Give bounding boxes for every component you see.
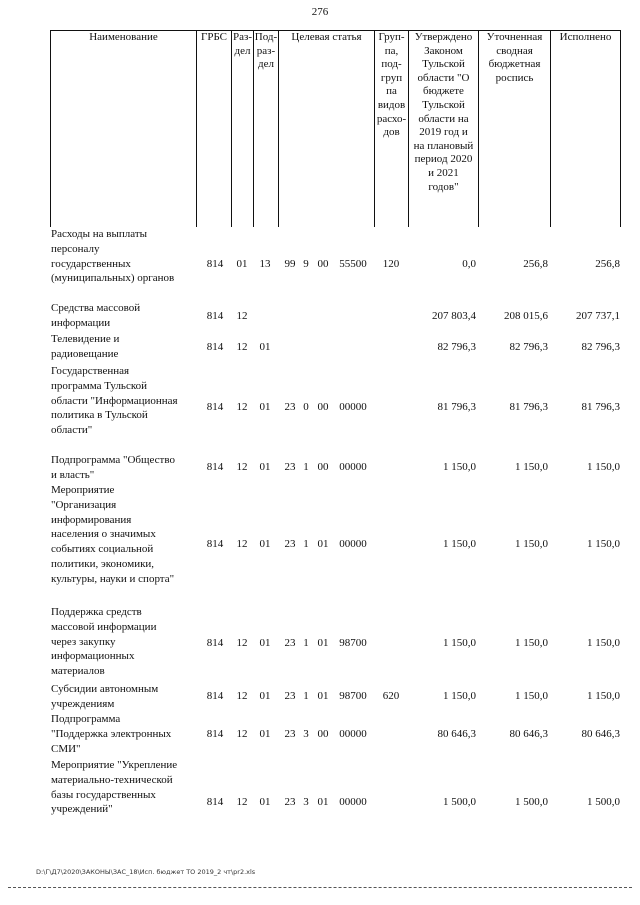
row-podrazdel: 01	[259, 341, 271, 353]
row-grbs: 814	[206, 637, 224, 649]
row-refined: 1 150,0	[515, 538, 548, 550]
row-grbs: 814	[206, 341, 224, 353]
row-target-direction: 00000	[339, 461, 367, 473]
row-grbs: 814	[206, 258, 224, 270]
row-expense-group: 120	[382, 258, 400, 270]
row-target-direction: 55500	[339, 258, 367, 270]
row-target-program: 99	[284, 258, 296, 270]
row-name: Подпрограмма "Поддержка электронных СМИ"	[51, 713, 172, 755]
file-path: D:\Г\Д7\2020\ЗАКОНЫ\ЗАС_18\Исп. бюджет ТО 2019_2 чт\pr2.xls	[36, 868, 256, 876]
header-grbs: ГРБС	[197, 31, 232, 228]
header-refined: Уточненная сводная бюджетная роспись	[479, 31, 551, 228]
row-executed: 1 150,0	[587, 538, 620, 550]
row-target-subprogram: 1	[303, 461, 309, 473]
row-target-program: 23	[284, 401, 296, 413]
header-razdel: Раз- дел	[232, 31, 254, 228]
row-target-event: 01	[317, 637, 329, 649]
row-razdel: 12	[236, 538, 248, 550]
row-target-event: 01	[317, 690, 329, 702]
row-refined: 256,8	[523, 258, 548, 270]
row-podrazdel: 01	[259, 637, 271, 649]
row-target-direction: 98700	[339, 637, 367, 649]
row-name: Средства массовой информации	[51, 302, 141, 329]
row-refined: 81 796,3	[509, 401, 548, 413]
row-target-subprogram: 1	[303, 637, 309, 649]
row-razdel: 12	[236, 728, 248, 740]
row-approved: 0,0	[462, 258, 476, 270]
page-number: 276	[311, 6, 329, 18]
row-target-program: 23	[284, 728, 296, 740]
row-name: Поддержка средств массовой информации через закупку информационных материалов	[51, 606, 157, 678]
row-executed: 256,8	[595, 258, 620, 270]
row-expense-group: 620	[382, 690, 400, 702]
row-name: Подпрограмма "Общество и власть"	[51, 454, 175, 481]
row-approved: 81 796,3	[437, 401, 476, 413]
row-target-program: 23	[284, 461, 296, 473]
row-executed: 1 150,0	[587, 461, 620, 473]
row-executed: 82 796,3	[581, 341, 620, 353]
row-approved: 1 150,0	[443, 690, 476, 702]
row-target-event: 00	[317, 461, 329, 473]
row-name: Мероприятие "Организация информирования населения о значимых событиях социальной политики, экономики, культуры, науки и спорта"	[51, 484, 175, 585]
row-target-subprogram: 0	[303, 401, 309, 413]
row-target-direction: 00000	[339, 728, 367, 740]
row-podrazdel: 01	[259, 728, 271, 740]
row-refined: 80 646,3	[509, 728, 548, 740]
row-approved: 1 500,0	[443, 796, 476, 808]
row-podrazdel: 01	[259, 690, 271, 702]
row-podrazdel: 01	[259, 401, 271, 413]
row-refined: 82 796,3	[509, 341, 548, 353]
row-name: Мероприятие "Укрепление материально-технической базы государственных учреждений"	[51, 759, 178, 816]
header-executed: Исполнено	[551, 31, 621, 228]
row-executed: 1 150,0	[587, 637, 620, 649]
row-razdel: 12	[236, 690, 248, 702]
row-razdel: 12	[236, 310, 248, 322]
row-target-event: 00	[317, 401, 329, 413]
row-refined: 1 150,0	[515, 461, 548, 473]
row-approved: 207 803,4	[432, 310, 476, 322]
header-approved: Утверждено Законом Тульской области "О бюджете Тульской области на 2019 год и на плановый период 2020 и 2021 годов"	[409, 31, 479, 228]
row-target-subprogram: 3	[303, 796, 309, 808]
row-target-subprogram: 3	[303, 728, 309, 740]
row-name: Телевидение и радиовещание	[51, 333, 120, 360]
row-grbs: 814	[206, 728, 224, 740]
row-target-subprogram: 1	[303, 538, 309, 550]
header-name: Наименование	[51, 31, 197, 228]
row-grbs: 814	[206, 690, 224, 702]
row-target-event: 01	[317, 538, 329, 550]
row-target-program: 23	[284, 690, 296, 702]
row-razdel: 12	[236, 401, 248, 413]
row-refined: 1 500,0	[515, 796, 548, 808]
row-razdel: 12	[236, 461, 248, 473]
footer-divider	[8, 887, 632, 888]
row-podrazdel: 01	[259, 461, 271, 473]
row-razdel: 12	[236, 637, 248, 649]
row-podrazdel: 01	[259, 538, 271, 550]
row-executed: 80 646,3	[581, 728, 620, 740]
row-podrazdel: 01	[259, 796, 271, 808]
row-target-subprogram: 1	[303, 690, 309, 702]
row-razdel: 12	[236, 341, 248, 353]
row-executed: 81 796,3	[581, 401, 620, 413]
row-target-direction: 00000	[339, 796, 367, 808]
header-target-article: Целевая статья	[279, 31, 375, 228]
row-refined: 1 150,0	[515, 690, 548, 702]
row-target-direction: 00000	[339, 538, 367, 550]
row-approved: 1 150,0	[443, 637, 476, 649]
row-grbs: 814	[206, 310, 224, 322]
row-grbs: 814	[206, 401, 224, 413]
row-refined: 1 150,0	[515, 637, 548, 649]
row-target-event: 00	[317, 258, 329, 270]
row-target-direction: 98700	[339, 690, 367, 702]
row-grbs: 814	[206, 538, 224, 550]
row-approved: 80 646,3	[437, 728, 476, 740]
row-podrazdel: 13	[259, 258, 271, 270]
row-target-direction: 00000	[339, 401, 367, 413]
header-podrazdel: Под- раз- дел	[254, 31, 279, 228]
row-executed: 1 500,0	[587, 796, 620, 808]
row-target-subprogram: 9	[303, 258, 309, 270]
row-approved: 82 796,3	[437, 341, 476, 353]
row-target-program: 23	[284, 796, 296, 808]
row-grbs: 814	[206, 796, 224, 808]
row-target-program: 23	[284, 637, 296, 649]
row-name: Расходы на выплаты персоналу государственных (муниципальных) органов	[51, 228, 175, 285]
row-refined: 208 015,6	[504, 310, 548, 322]
row-approved: 1 150,0	[443, 538, 476, 550]
row-target-event: 01	[317, 796, 329, 808]
row-target-event: 00	[317, 728, 329, 740]
row-executed: 1 150,0	[587, 690, 620, 702]
row-razdel: 12	[236, 796, 248, 808]
row-name: Субсидии автономным учреждениям	[51, 683, 159, 710]
header-expense-group: Груп- па, под- груп па видов расхо- дов	[375, 31, 409, 228]
row-grbs: 814	[206, 461, 224, 473]
row-approved: 1 150,0	[443, 461, 476, 473]
row-razdel: 01	[236, 258, 248, 270]
row-target-program: 23	[284, 538, 296, 550]
row-executed: 207 737,1	[576, 310, 620, 322]
row-name: Государственная программа Тульской области "Информационная политика в Тульской области"	[51, 365, 178, 437]
